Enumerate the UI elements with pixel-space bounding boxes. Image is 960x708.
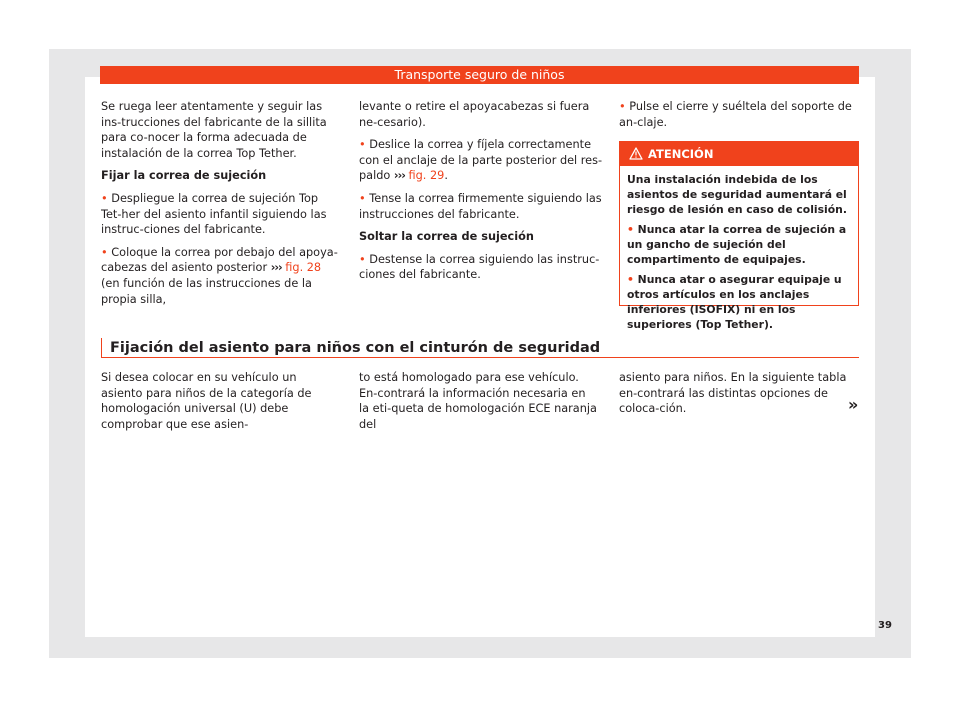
list-item [619,99,864,130]
warning-box [619,141,859,331]
bullet-icon: • [627,273,634,286]
continued-text: levante o retire el apoyacabezas si fuera ne-cesario). [359,100,590,129]
list-item-text: Nunca atar o asegurar equipaje u otros artículos en los anclajes inferiores (ISOFIX) ni en los superiores (Top Tether). [627,273,842,331]
list-item [101,245,341,307]
section-column-2: to está homologado para ese vehículo. En-contrará la información necesaria en la eti-queta de homologación ECE naranja del [359,371,597,431]
reference-arrows-icon: ››› [393,169,405,183]
continue-icon: » [848,395,859,414]
column-2 [359,99,604,290]
bullet-icon: • [101,191,108,205]
list-item-text: Pulse el cierre y suéltela del soporte de an-claje. [619,100,852,129]
intro-paragraph: Se ruega leer atentamente y seguir las ins-trucciones del fabricante de la sillita para co-nocer la forma adecuada de instalación de la correa Top Tether. [101,100,327,160]
bullet-icon: • [359,252,366,266]
list-item-text: Coloque la correa por debajo del apoya-cabezas del asiento posterior [101,245,338,275]
release-strap-heading: Soltar la correa de sujeción [359,230,534,244]
list-item [359,191,604,222]
page-number: 39 [878,620,892,631]
section-column-3: asiento para niños. En la siguiente tabla en-contrará las distintas opciones de coloca-ción. [619,371,847,416]
page-header: Transporte seguro de niños [100,66,859,84]
fix-strap-heading: Fijar la correa de sujeción [101,169,267,183]
figure-link[interactable]: fig. 29 [408,169,445,183]
list-item [627,222,852,267]
list-item-text: Despliegue la correa de sujeción Top Tet-her del asiento infantil siguiendo las instruc-ciones del fabricante. [101,191,327,237]
bullet-icon: • [101,245,108,259]
warning-body [620,166,858,332]
list-item [359,252,604,283]
list-item-text: Deslice la correa y fíjela correctamente con el anclaje de la parte posterior del res-paldo [359,138,603,183]
list-item-text: . [444,169,448,183]
list-item [101,191,341,238]
warning-text: Una instalación indebida de los asientos de seguridad aumentará el riesgo de lesión en caso de colisión. [627,173,847,216]
reference-arrows-icon: ››› [270,261,282,275]
list-item-text: (en función de las instrucciones de la propia silla, [101,276,312,306]
bullet-icon: • [359,138,366,152]
column-3 [619,99,864,137]
list-item-text: Nunca atar la correa de sujeción a un gancho de sujeción del compartimento de equipajes. [627,223,847,266]
warning-title: ATENCIÓN [648,147,714,161]
section-title: Fijación del asiento para niños con el cinturón de seguridad [101,338,868,358]
bullet-icon: • [619,100,626,113]
warning-triangle-icon [629,147,643,160]
section-divider [101,357,859,358]
section-column-1: Si desea colocar en su vehículo un asiento para niños de la categoría de homologación universal (U) debe comprobar que ese asien- [101,371,312,431]
bullet-icon: • [359,191,366,205]
list-item [627,272,852,332]
warning-header [620,142,858,166]
list-item-text: Destense la correa siguiendo las instruc-ciones del fabricante. [359,252,600,282]
list-item [359,137,604,184]
column-1 [101,99,341,314]
list-item-text: Tense la correa firmemente siguiendo las instrucciones del fabricante. [359,191,602,221]
figure-link[interactable]: fig. 28 [285,261,322,275]
bullet-icon: • [627,223,634,236]
